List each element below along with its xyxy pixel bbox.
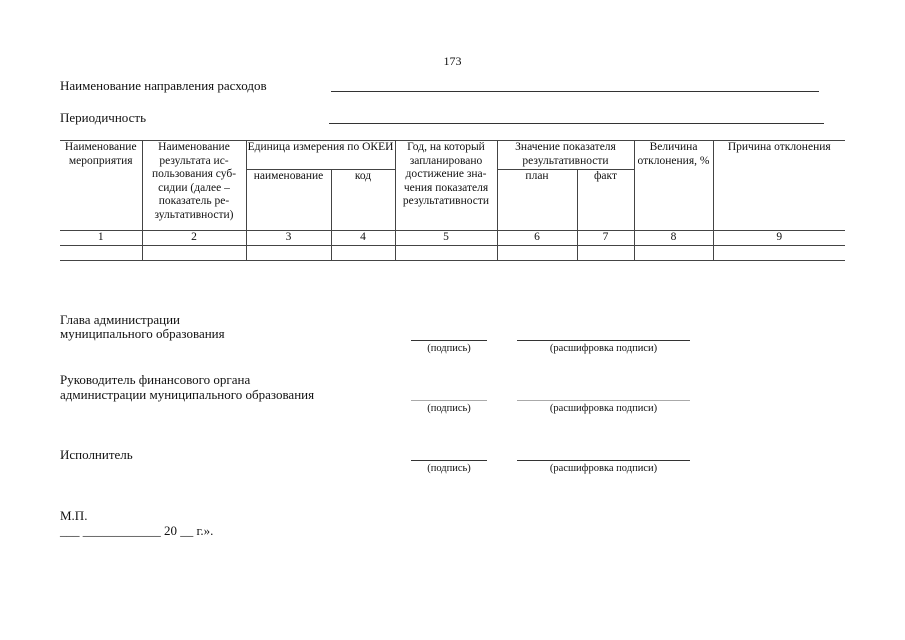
header-unit-name: наименование (246, 170, 331, 231)
table-row (60, 246, 845, 261)
executor-signature-caption: (подпись) (427, 463, 471, 474)
report-table (60, 140, 845, 261)
header-unit-code: код (331, 170, 395, 231)
executor-title: Исполнитель (60, 447, 133, 462)
finance-decode-line (517, 400, 690, 401)
header-target-year: Год, на который запланировано достижение зна-чения показателя результативности (395, 141, 497, 231)
date-line: ___ ____________ 20 __ г.». (60, 523, 214, 538)
head-title-line1: Глава администрации (60, 312, 181, 327)
column-number: 5 (395, 231, 497, 246)
table-cell (142, 246, 246, 261)
expense-direction-line (331, 91, 819, 92)
stamp-place: М.П. (60, 508, 88, 523)
header-fact: факт (577, 170, 634, 231)
table-cell (60, 246, 142, 261)
executor-decode-line (517, 460, 690, 461)
table-cell (577, 246, 634, 261)
header-result-name: Наименование результата ис-пользования суб-сидии (далее – показатель ре-зультативности) (142, 141, 246, 231)
finance-signature-line (411, 400, 487, 401)
column-number: 2 (142, 231, 246, 246)
header-deviation: Величина отклонения, % (634, 141, 713, 231)
header-event-name: Наименование мероприятия (60, 141, 142, 231)
head-signature-line (411, 340, 487, 341)
column-number: 4 (331, 231, 395, 246)
table-cell (713, 246, 845, 261)
column-number: 3 (246, 231, 331, 246)
column-number: 7 (577, 231, 634, 246)
head-signature-caption: (подпись) (427, 343, 471, 354)
head-title-line2: муниципального образования (60, 326, 225, 341)
header-unit-okei: Единица измерения по ОКЕИ (246, 141, 395, 170)
table-cell (497, 246, 577, 261)
header-indicator-value: Значение показателя результативности (497, 141, 634, 170)
column-number: 9 (713, 231, 845, 246)
periodicity-line (329, 123, 824, 124)
table-cell (331, 246, 395, 261)
executor-signature-line (411, 460, 487, 461)
executor-decode-caption: (расшифровка подписи) (549, 463, 658, 474)
finance-signature-caption: (подпись) (427, 403, 471, 414)
page-number: 173 (443, 54, 462, 68)
header-plan: план (497, 170, 577, 231)
column-number: 6 (497, 231, 577, 246)
head-decode-line (517, 340, 690, 341)
periodicity-label: Периодичность (60, 110, 147, 125)
table-cell (634, 246, 713, 261)
table-cell (246, 246, 331, 261)
head-decode-caption: (расшифровка подписи) (549, 343, 658, 354)
finance-title-line2: администрации муниципального образования (60, 387, 315, 402)
finance-title-line1: Руководитель финансового органа (60, 372, 251, 387)
finance-decode-caption: (расшифровка подписи) (549, 403, 658, 414)
column-numbers-row (60, 231, 845, 246)
column-number: 1 (60, 231, 142, 246)
column-number: 8 (634, 231, 713, 246)
header-deviation-reason: Причина отклонения (713, 141, 845, 231)
table-cell (395, 246, 497, 261)
expense-direction-label: Наименование направления расходов (60, 78, 267, 93)
